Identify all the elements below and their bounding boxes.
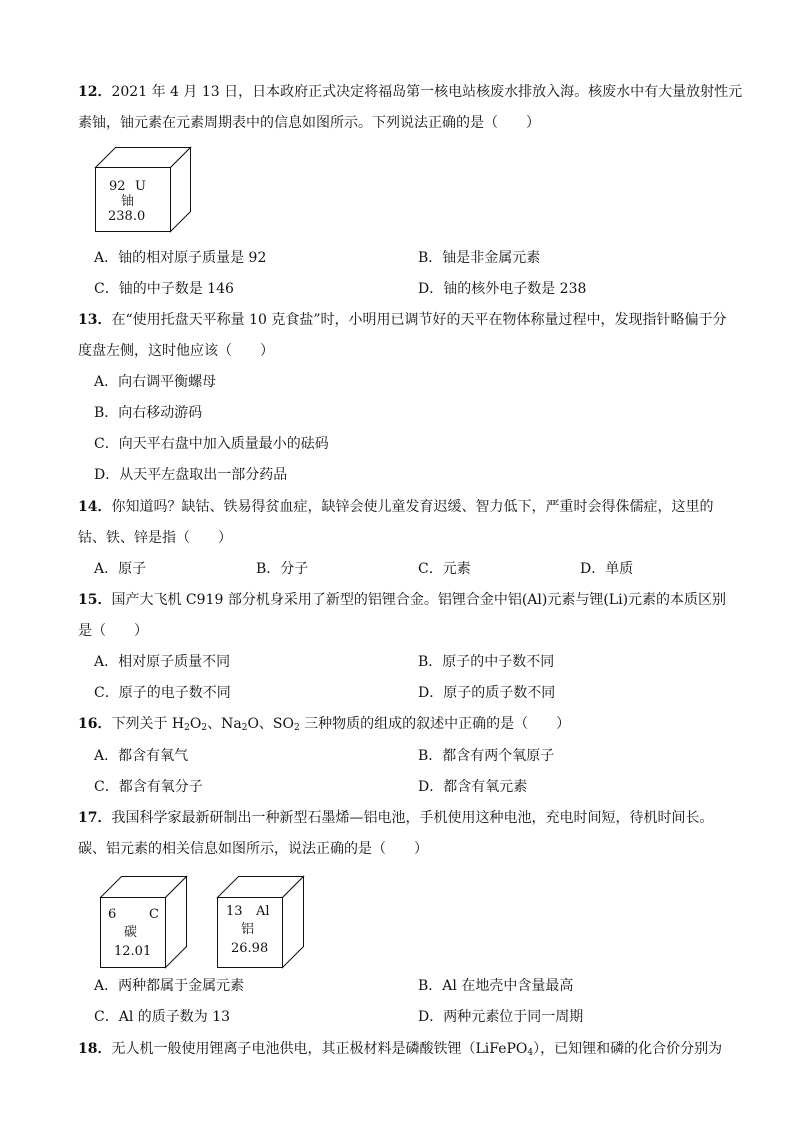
- q17-option-c[interactable]: C．Al 的质子数为 13: [94, 1009, 231, 1025]
- q14-line1: [78, 497, 713, 517]
- q16-subscript-4: 2: [294, 723, 300, 733]
- q17-option-a[interactable]: A．两种都属于金属元素: [94, 978, 245, 994]
- q16-subscript-1: 2: [184, 723, 190, 733]
- q13-line1: [78, 310, 727, 330]
- q13-option-c[interactable]: C．向天平右盘中加入质量最小的砝码: [94, 436, 329, 452]
- q18-text-post: ），已知锂和磷的化合价分别为: [533, 1041, 723, 1057]
- q16-option-b[interactable]: B．都含有两个氧原子: [418, 748, 555, 764]
- q16-subscript-3: 2: [241, 723, 248, 733]
- q12-line1: [78, 82, 742, 102]
- aluminium-atomic-number: 13: [226, 904, 243, 919]
- uranium-mass: 238.0: [108, 209, 146, 224]
- aluminium-symbol: Al: [256, 904, 270, 919]
- uranium-symbol: U: [135, 179, 146, 194]
- q15-number: 15．: [78, 592, 112, 608]
- q15-option-d[interactable]: D．原子的质子数不同: [418, 685, 556, 701]
- q14-text-1: 你知道吗？缺钴、铁易得贫血症，缺锌会使儿童发育迟缓、智力低下，严重时会得侏儒症，这里的: [111, 499, 714, 515]
- q16-option-d[interactable]: D．都含有氧元素: [418, 779, 528, 795]
- q12-text-1: 2021 年 4 月 13 日，日本政府正式决定将福岛第一核电站核废水排放入海。核废水中有大量放射性元: [111, 84, 743, 100]
- q18-text-pre: 无人机一般使用锂离子电池供电，其正极材料是磷酸铁锂（LiFePO: [111, 1041, 528, 1057]
- q14-option-b[interactable]: B．分子: [256, 561, 309, 577]
- carbon-name: 碳: [124, 925, 138, 940]
- uranium-element-cell: [95, 147, 191, 235]
- q13-option-d[interactable]: D．从天平左盘取出一部分药品: [94, 467, 288, 483]
- q15-option-c[interactable]: C．原子的电子数不同: [94, 685, 231, 701]
- q12-option-a[interactable]: A．铀的相对原子质量是 92: [94, 250, 267, 266]
- q17-line1: [78, 808, 713, 828]
- q14-option-a[interactable]: A．原子: [94, 561, 147, 577]
- uranium-name: 铀: [121, 194, 135, 209]
- q14-line2: 钴、铁、锌是指（ ）: [78, 530, 232, 546]
- q17-text-1: 我国科学家最新研制出一种新型石墨烯—铝电池，手机使用这种电池，充电时间短，待机时间长。: [111, 810, 714, 826]
- carbon-atomic-number: 6: [108, 907, 117, 922]
- q18-number: 18．: [78, 1041, 112, 1057]
- aluminium-mass: 26.98: [231, 941, 269, 956]
- q16-text-mid3: O、SO: [247, 716, 294, 732]
- q13-option-b[interactable]: B．向右移动游码: [94, 405, 203, 421]
- q18-line1: [78, 1039, 722, 1063]
- carbon-element-cell: [100, 876, 187, 968]
- q13-line2: 度盘左侧，这时他应该（ ）: [78, 343, 274, 359]
- q14-option-d[interactable]: D．单质: [580, 561, 634, 577]
- q16-option-a[interactable]: A．都含有氧气: [94, 748, 189, 764]
- q13-text-1: 在“使用托盘天平称量 10 克食盐”时，小明用已调节好的天平在物体称量过程中，发现指针略偏于分: [111, 312, 727, 328]
- q17-option-b[interactable]: B．Al 在地壳中含量最高: [418, 978, 574, 994]
- q15-option-b[interactable]: B．原子的中子数不同: [418, 654, 555, 670]
- q12-line2: 素铀，铀元素在元素周期表中的信息如图所示。下列说法正确的是（ ）: [78, 115, 540, 131]
- q18-subscript: 4: [527, 1048, 534, 1058]
- q15-line2: 是（ ）: [78, 623, 148, 639]
- q16-text-pre: 下列关于 H: [111, 716, 185, 732]
- q17-number: 17．: [78, 810, 112, 826]
- q16-subscript-2: 2: [201, 723, 208, 733]
- q16-option-c[interactable]: C．都含有氧分子: [94, 779, 203, 795]
- carbon-mass: 12.01: [114, 944, 152, 959]
- q12-option-d[interactable]: D．铀的核外电子数是 238: [418, 281, 587, 297]
- q15-option-a[interactable]: A．相对原子质量不同: [94, 654, 231, 670]
- q17-option-d[interactable]: D．两种元素位于同一周期: [418, 1009, 584, 1025]
- q14-number: 14．: [78, 499, 112, 515]
- q12-number: 12．: [78, 84, 112, 100]
- q13-option-a[interactable]: A．向右调平衡螺母: [94, 374, 217, 390]
- q17-line2: 碳、铝元素的相关信息如图所示，说法正确的是（ ）: [78, 841, 428, 857]
- carbon-symbol: C: [149, 907, 159, 922]
- q16-text-mid2: 、Na: [207, 716, 242, 732]
- q15-line1: [78, 590, 726, 610]
- q12-option-c[interactable]: C．铀的中子数是 146: [94, 281, 234, 297]
- q15-text-1: 国产大飞机 C919 部分机身采用了新型的铝锂合金。铝锂合金中铝(Al)元素与锂(Li)元素的本质区别: [111, 592, 727, 608]
- q12-option-b[interactable]: B．铀是非金属元素: [418, 250, 541, 266]
- aluminium-name: 铝: [241, 922, 255, 937]
- uranium-atomic-number: 92: [109, 179, 126, 194]
- q13-number: 13．: [78, 312, 112, 328]
- q16-text-post: 三种物质的组成的叙述中正确的是（ ）: [299, 716, 571, 732]
- q16-number: 16．: [78, 716, 112, 732]
- q16-text-mid1: O: [189, 716, 202, 732]
- aluminium-element-cell: [217, 876, 304, 968]
- q16-line1: [78, 714, 570, 738]
- q14-option-c[interactable]: C．元素: [418, 561, 471, 577]
